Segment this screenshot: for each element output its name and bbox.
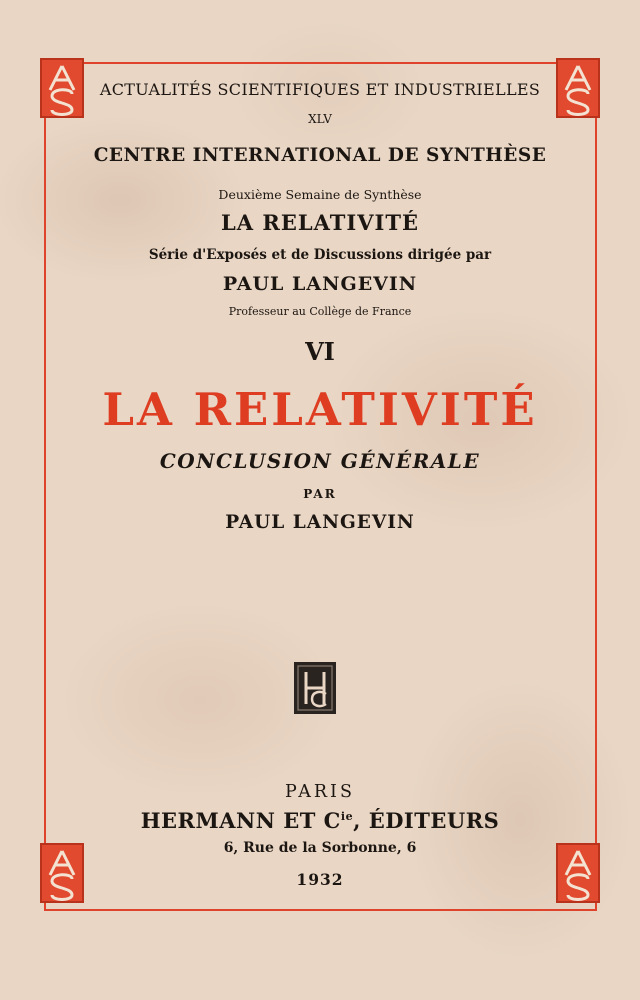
publisher-city: PARIS: [285, 782, 355, 802]
series-name: ACTUALITÉS SCIENTIFIQUES ET INDUSTRIELLES: [99, 80, 541, 99]
publication-year: 1932: [296, 870, 344, 889]
publisher-name-main: HERMANN ET C: [140, 808, 341, 833]
series-description: Série d'Exposés et de Discussions dirigée par: [148, 247, 492, 263]
by-label: PAR: [303, 487, 337, 501]
publisher-name-sup: ie: [340, 810, 354, 823]
publisher-name: [0, 808, 640, 833]
publisher-name-rest: , ÉDITEURS: [353, 808, 500, 833]
publisher-address: 6, Rue de la Sorbonne, 6: [223, 840, 417, 856]
editor-affiliation: Professeur au Collège de France: [228, 305, 412, 318]
book-subtitle: CONCLUSION GÉNÉRALE: [159, 449, 481, 473]
book-author: PAUL LANGEVIN: [225, 512, 415, 533]
part-numeral: VI: [305, 337, 335, 366]
volume-number: XLV: [308, 112, 332, 126]
series-editor: PAUL LANGEVIN: [222, 273, 418, 295]
book-title: LA RELATIVITÉ: [102, 383, 538, 436]
semaine-label: Deuxième Semaine de Synthèse: [218, 187, 422, 202]
centre-name: CENTRE INTERNATIONAL DE SYNTHÈSE: [93, 145, 547, 166]
hermann-hc-logo-icon: [292, 660, 338, 716]
series-title: LA RELATIVITÉ: [221, 210, 419, 235]
